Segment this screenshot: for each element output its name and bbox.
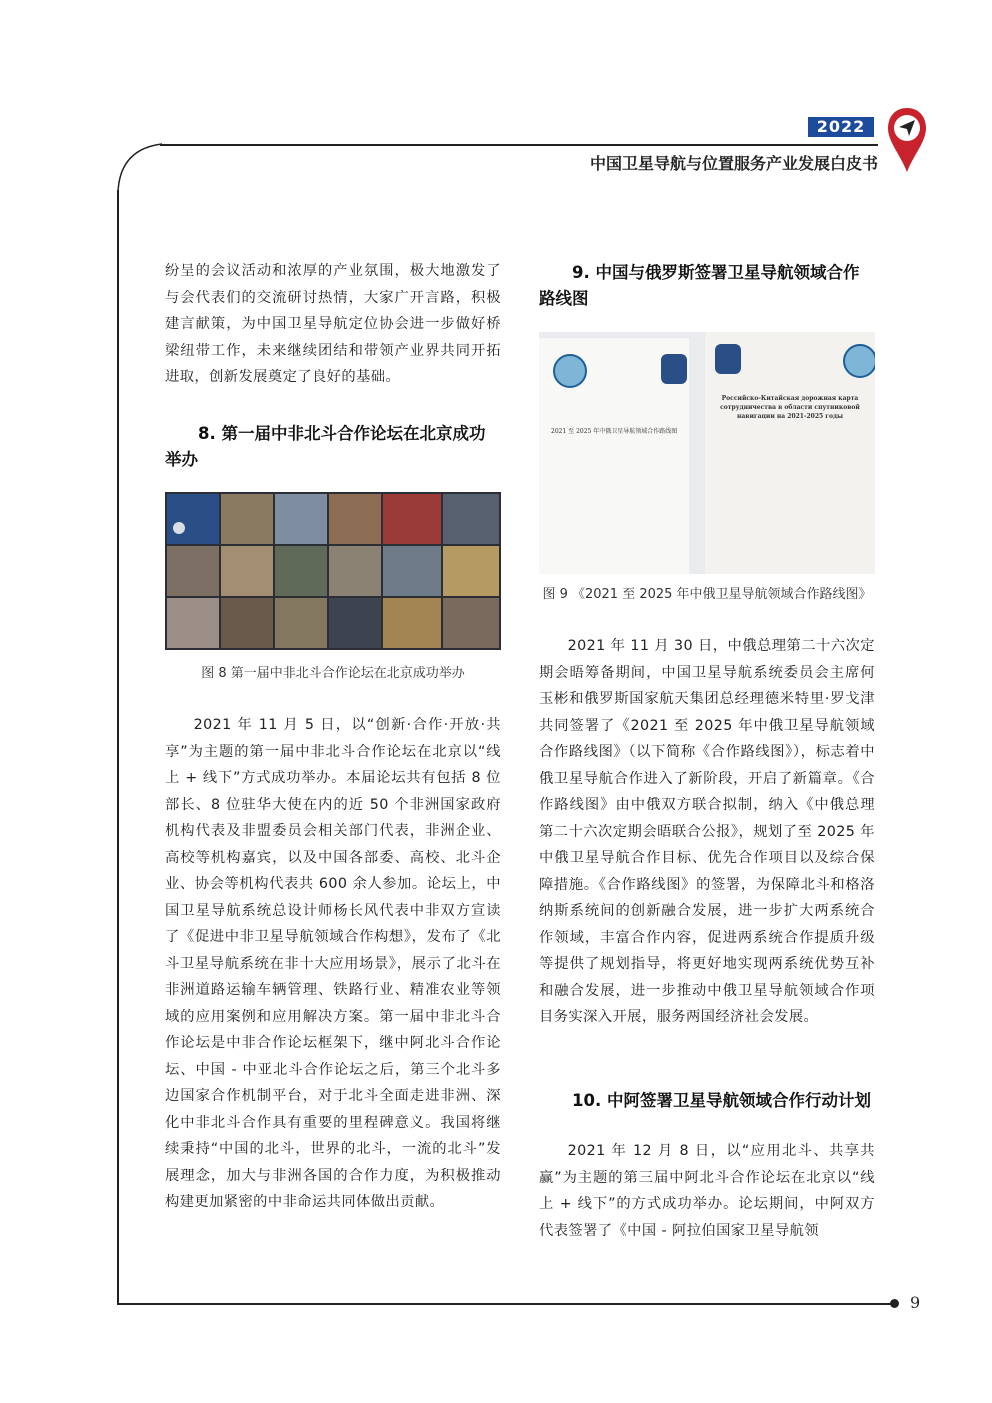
- figure-9-photo: [539, 332, 875, 574]
- glonass-logo: [661, 354, 687, 384]
- figure-8-photo: [165, 492, 501, 650]
- left-frame-line: [117, 190, 119, 1304]
- section-10-body: 2021 年 12 月 8 日，以“应用北斗、共享共赢”为主题的第三届中阿北斗合作论坛在北京以“线上 + 线下”的方式成功举办。论坛期间，中阿双方代表签署了《中国 - 阿拉伯国家卫星导航领: [539, 1143, 875, 1239]
- section-8-body: 2021 年 11 月 5 日，以“创新·合作·开放·共享”为主题的第一届中非北斗合作论坛在北京以“线上 + 线下”方式成功举办。本届论坛共有包括 8 位部长、8 位驻华大使在内的近 50 个非洲国家政府机构代表及非盟委员会相关部门代表，非洲企业、高校等机构嘉宾，以及中国各部委、高校、北斗企业、协会等机构代表共 600 余人参加。论坛上，中国卫星导航系统总设计师杨长风代表中非双方宣读了《促进中非卫星导航领域合作构想》，发布了《北斗卫星导航系统在非十大应用场景》，展示了北斗在非洲道路运输车辆管理、铁路行业、精准农业等领域的应用案例和应用解决方案。第一届中非北斗合作论坛是中非合作论坛框架下，继中阿北斗合作论坛、中国 - 中亚北斗合作论坛之后，第三个北斗多边国家合作机制平台，对于北斗全面走进非洲、深化中非北斗合作具有重要的里程碑意义。我国将继续秉持“中国的北斗，世界的北斗，一流的北斗”发展理念，加大与非洲各国的合作力度，为积极推动构建更加紧密的中非命运共同体做出贡献。: [165, 717, 501, 1210]
- header-title: 中国卫星导航与位置服务产业发展白皮书: [589, 154, 878, 173]
- page-number: 9: [910, 1293, 921, 1312]
- section-8-title: 8. 第一届中非北斗合作论坛在北京成功举办: [165, 424, 486, 469]
- document-cn-title: 2021 至 2025 年中俄卫星导航领域合作路线图: [551, 428, 678, 435]
- figure-9-caption: 图 9 《2021 至 2025 年中俄卫星导航领域合作路线图》: [542, 587, 872, 602]
- bottom-frame-dot: [890, 1299, 899, 1308]
- figure-8-caption: 图 8 第一届中非北斗合作论坛在北京成功举办: [201, 666, 465, 681]
- frame-corner-curve: [116, 143, 166, 193]
- document-ru-title: Российско-Китайская дорожная карта сотрудничества в области спутниковой навигации на 2021-2025 годы: [720, 395, 860, 420]
- location-pin-icon: [886, 106, 928, 174]
- beidou-logo: [843, 344, 875, 378]
- section-9-title: 9. 中国与俄罗斯签署卫星导航领域合作路线图: [539, 263, 860, 308]
- bottom-frame-line: [117, 1303, 893, 1305]
- section-9-body: 2021 年 11 月 30 日，中俄总理第二十六次定期会晤筹备期间，中国卫星导航系统委员会主席何玉彬和俄罗斯国家航天集团总经理德米特里·罗戈津共同签署了《2021 至 2025 年中俄卫星导航领域合作路线图》（以下简称《合作路线图》），标志着中俄卫星导航合作进入了新阶段，开启了新篇章。《合作路线图》由中俄双方联合拟制，纳入《中俄总理第二十六次定期会晤联合公报》，规划了至 2025 年中俄卫星导航合作目标、优先合作项目以及综合保障措施。《合作路线图》的签署，为保障北斗和格洛纳斯系统间的创新融合发展，进一步扩大两系统合作领域，丰富合作内容，促进两系统合作提质升级等提供了规划指导，将更好地实现两系统优势互补和融合发展，进一步推动中俄卫星导航领域合作项目务实深入开展，服务两国经济社会发展。: [539, 638, 875, 1025]
- top-frame-line: [160, 144, 878, 146]
- intro-paragraph: 纷呈的会议活动和浓厚的产业氛围，极大地激发了与会代表们的交流研讨热情，大家广开言路，积极建言献策，为中国卫星导航定位协会进一步做好桥梁纽带工作，未来继续团结和带领产业界共同开拓进取，创新发展奠定了良好的基础。: [165, 263, 501, 385]
- section-10-title: 10. 中阿签署卫星导航领域合作行动计划: [572, 1091, 871, 1110]
- glonass-logo: [715, 344, 741, 374]
- beidou-logo: [553, 354, 587, 388]
- year-badge: 2022: [808, 117, 874, 137]
